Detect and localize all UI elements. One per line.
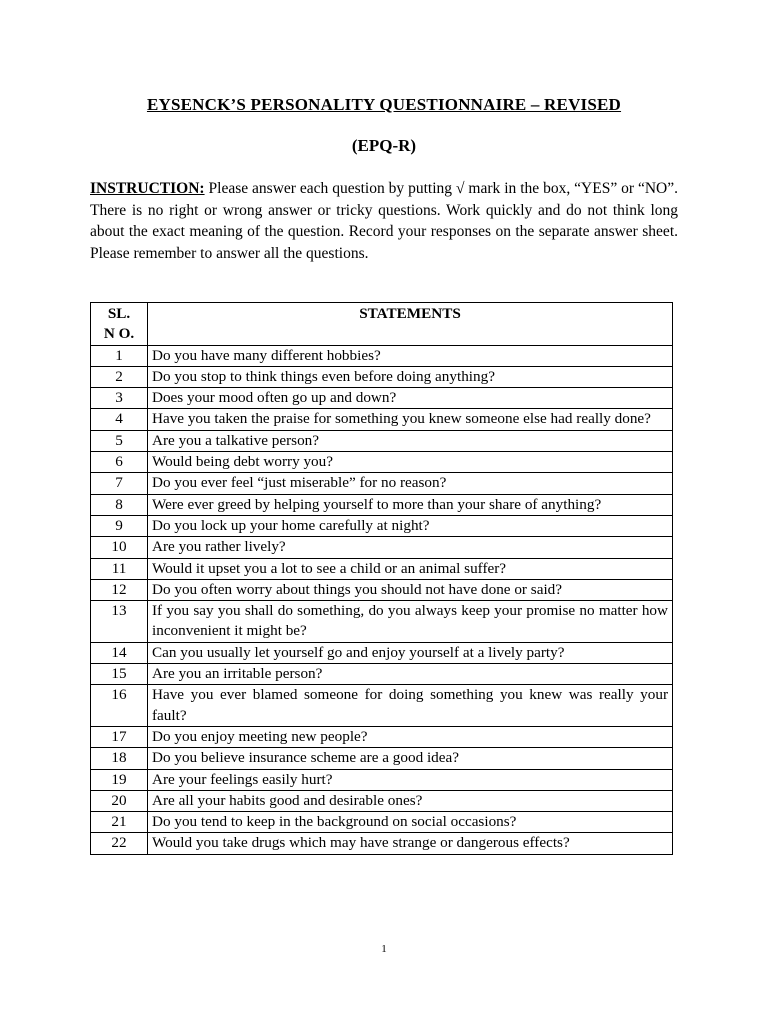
row-number: 7 [91,473,148,494]
table-row [91,664,673,685]
table-row [91,515,673,536]
row-statement: Are you an irritable person? [148,664,673,685]
row-statement: Do you stop to think things even before doing anything? [148,366,673,387]
row-statement: Have you ever blamed someone for doing something you knew was really your fault? [148,685,673,727]
table-row [91,812,673,833]
row-number: 1 [91,345,148,366]
table-row [91,726,673,747]
header-serial-line2: N O. [103,325,135,343]
row-number: 20 [91,790,148,811]
row-number: 5 [91,430,148,451]
header-serial-number [91,303,148,346]
row-statement: Does your mood often go up and down? [148,388,673,409]
table-row [91,473,673,494]
row-statement: Do you believe insurance scheme are a good idea? [148,748,673,769]
statements-table [90,302,673,855]
row-statement: Do you tend to keep in the background on social occasions? [148,812,673,833]
row-number: 21 [91,812,148,833]
table-row [91,409,673,430]
row-statement: If you say you shall do something, do you always keep your promise no matter how inconvenient it might be? [148,601,673,643]
header-serial-line1: SL. [107,305,131,322]
page-number: 1 [381,943,387,955]
table-row [91,452,673,473]
row-statement: Are your feelings easily hurt? [148,769,673,790]
row-number: 10 [91,537,148,558]
row-statement: Would being debt worry you? [148,452,673,473]
row-statement: Are you a talkative person? [148,430,673,451]
table-row [91,685,673,727]
row-statement: Do you enjoy meeting new people? [148,726,673,747]
row-number: 4 [91,409,148,430]
instruction-label: INSTRUCTION: [90,180,205,197]
row-number: 15 [91,664,148,685]
instruction-paragraph [90,178,678,264]
table-row [91,494,673,515]
row-statement: Are you rather lively? [148,537,673,558]
table-row [91,601,673,643]
row-statement: Do you ever feel “just miserable” for no reason? [148,473,673,494]
row-statement: Do you often worry about things you should not have done or said? [148,579,673,600]
row-number: 14 [91,642,148,663]
table-row [91,790,673,811]
row-number: 18 [91,748,148,769]
table-row [91,579,673,600]
instruction-text: Please answer each question by putting √ mark in the box, “YES” or “NO”. There is no right or wrong answer or tricky questions. Work quickly and do not think long about the exact meaning of the question. Record your responses on the separate answer sheet. Please remember to answer all the questions. [90,180,679,262]
row-number: 3 [91,388,148,409]
row-statement: Would you take drugs which may have strange or dangerous effects? [148,833,673,854]
row-number: 8 [91,494,148,515]
table-body [91,345,673,854]
table-row [91,388,673,409]
table-row [91,537,673,558]
document-title-text: EYSENCK’S PERSONALITY QUESTIONNAIRE – REVISED [146,95,622,114]
row-statement: Do you lock up your home carefully at night? [148,515,673,536]
table-row [91,430,673,451]
row-number: 13 [91,601,148,643]
table-row [91,558,673,579]
row-number: 6 [91,452,148,473]
table-row [91,642,673,663]
table-row [91,366,673,387]
row-number: 2 [91,366,148,387]
document-title [0,95,768,115]
row-number: 17 [91,726,148,747]
document-subtitle: (EPQ-R) [351,136,417,155]
header-statements: STATEMENTS [148,303,673,346]
row-statement: Have you taken the praise for something you knew someone else had really done? [148,409,673,430]
row-number: 19 [91,769,148,790]
row-statement: Can you usually let yourself go and enjoy yourself at a lively party? [148,642,673,663]
row-statement: Do you have many different hobbies? [148,345,673,366]
row-number: 11 [91,558,148,579]
row-statement: Would it upset you a lot to see a child or an animal suffer? [148,558,673,579]
row-number: 16 [91,685,148,727]
row-statement: Are all your habits good and desirable ones? [148,790,673,811]
table-row [91,748,673,769]
table-row [91,769,673,790]
row-number: 9 [91,515,148,536]
table-row [91,345,673,366]
table-header-row [91,303,673,346]
row-number: 22 [91,833,148,854]
table-row [91,833,673,854]
row-statement: Were ever greed by helping yourself to more than your share of anything? [148,494,673,515]
row-number: 12 [91,579,148,600]
